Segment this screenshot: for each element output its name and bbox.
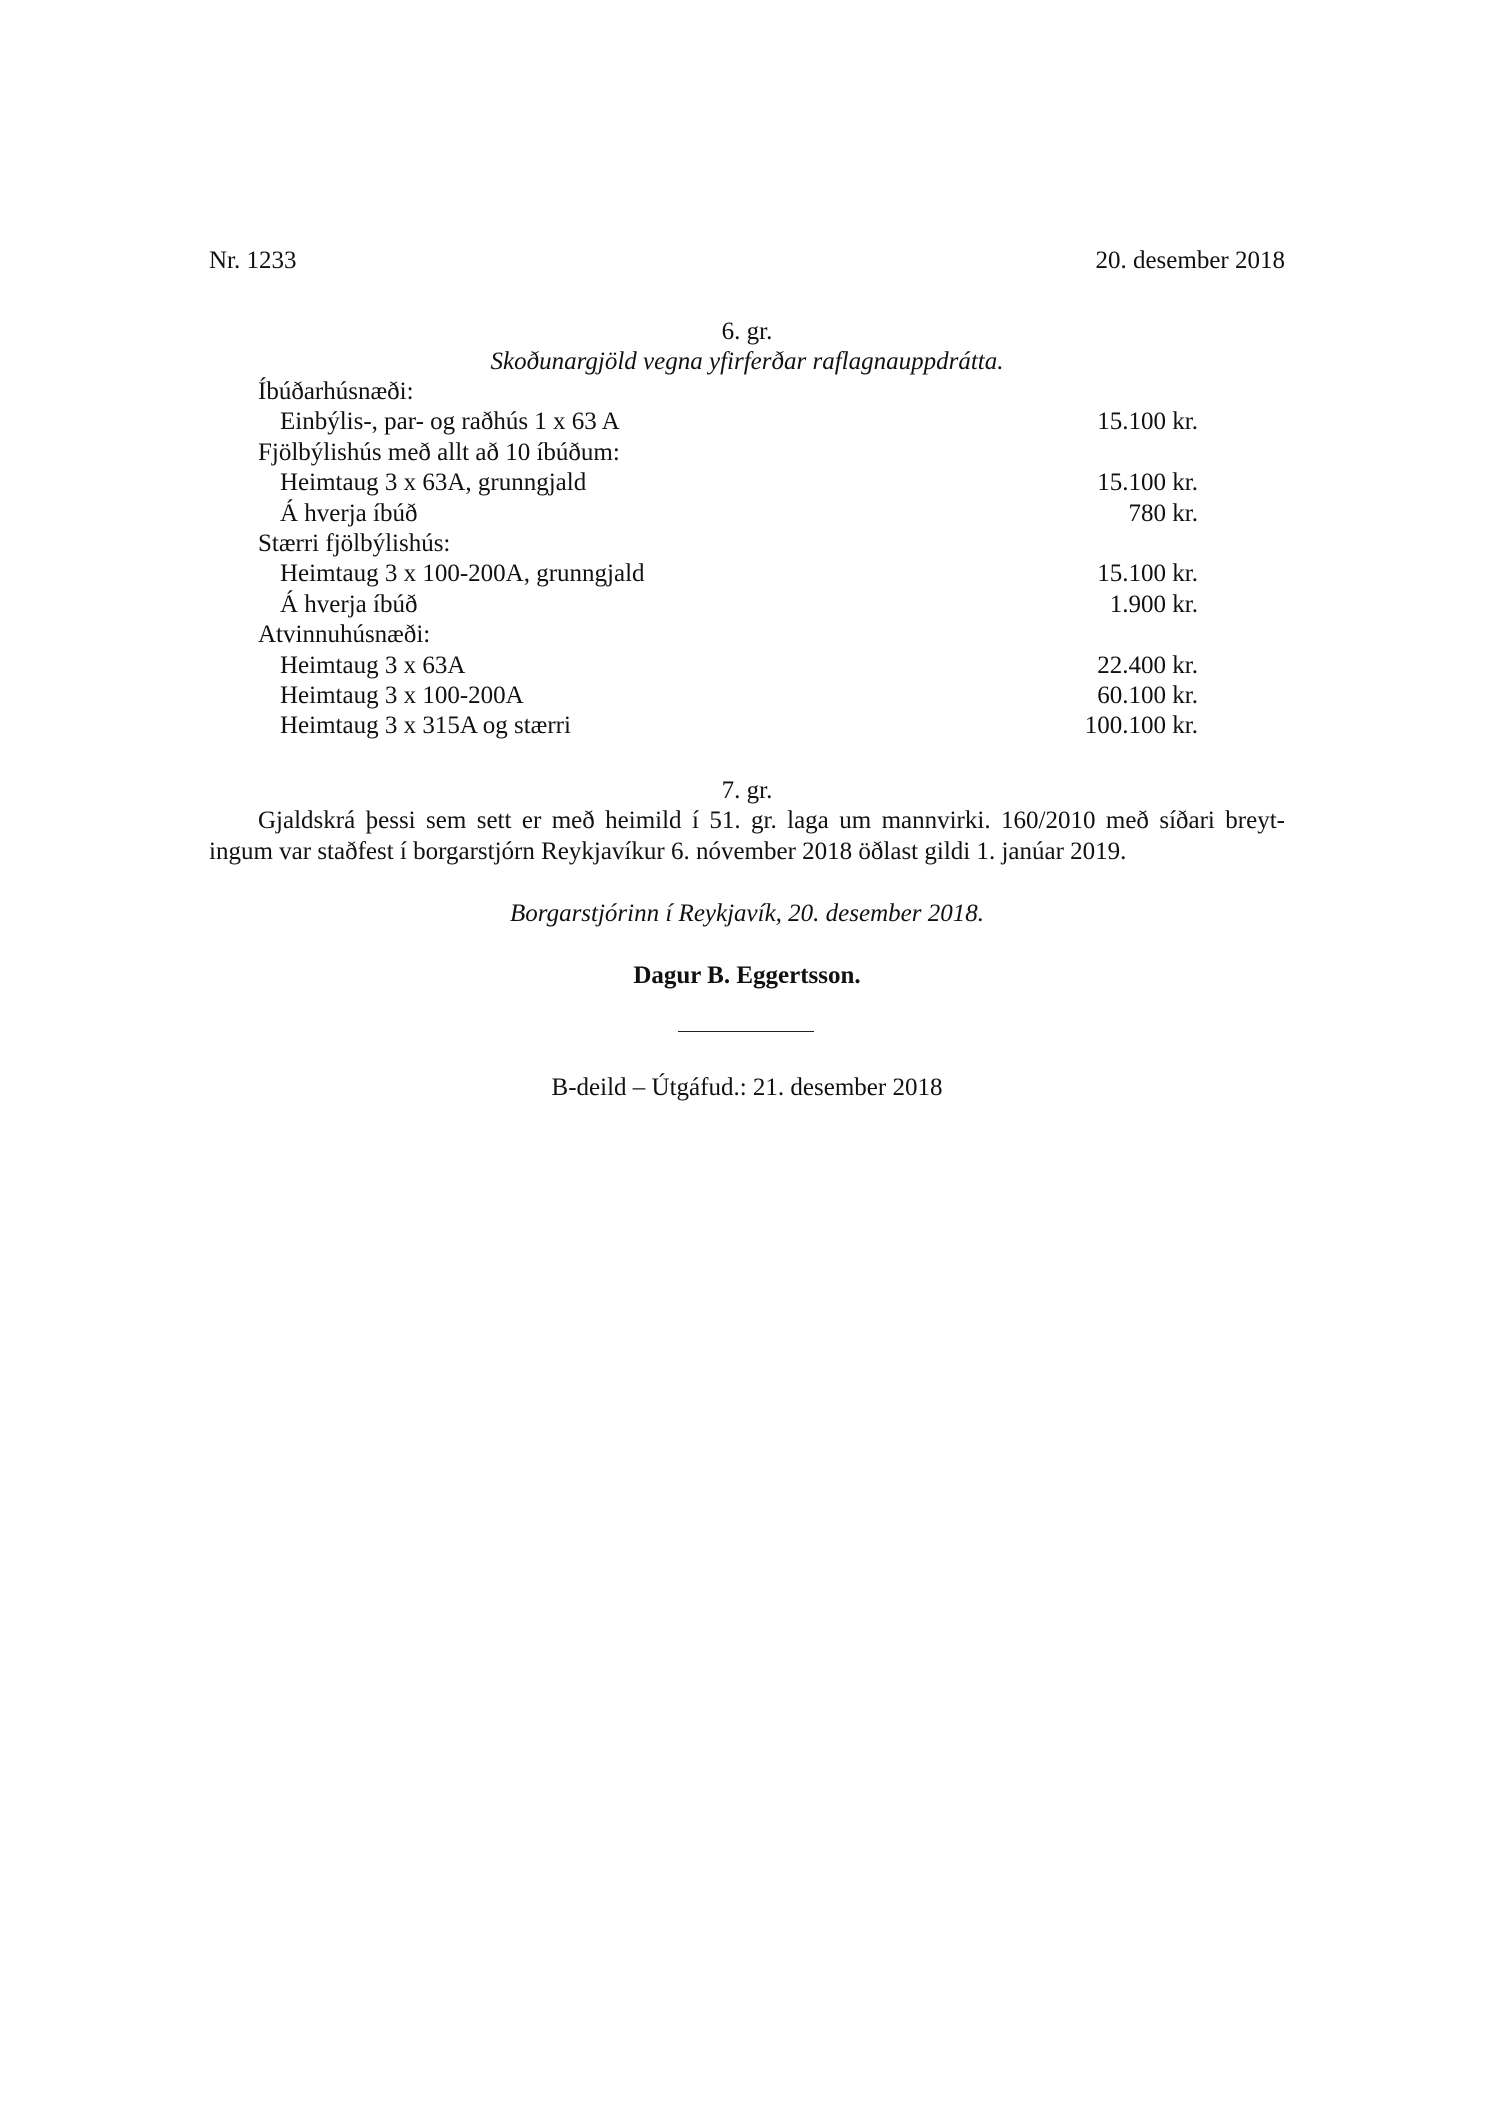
fee-item-row — [258, 407, 1198, 437]
fee-category-row — [258, 438, 1198, 468]
fee-item-row — [258, 651, 1198, 681]
fee-item-label: Einbýlis-, par- og raðhús 1 x 63 A — [280, 408, 620, 436]
fee-item-label: Á hverja íbúð — [280, 499, 418, 527]
signatory-name: Dagur B. Eggertsson. — [633, 962, 861, 989]
fee-category-row — [258, 377, 1198, 407]
paragraph-line: ingum var staðfest í borgarstjórn Reykjavíkur 6. nóvember 2018 öðlast gildi 1. janúar 2019. — [209, 837, 1127, 865]
fee-item-label: Heimtaug 3 x 100-200A — [280, 681, 524, 709]
fee-item-row — [258, 590, 1198, 620]
fee-category-row — [258, 620, 1198, 650]
fee-category-label: Atvinnuhúsnæði: — [258, 621, 431, 649]
fee-item-label: Heimtaug 3 x 63A — [280, 651, 466, 679]
section-6-heading: 6. gr. — [721, 318, 773, 345]
fee-item-row — [258, 559, 1198, 589]
section-6-subtitle: Skoðunargjöld vegna yfirferðar raflagnauppdrátta. — [490, 348, 1004, 375]
fee-item-row — [258, 681, 1198, 711]
fee-amount: 15.100 kr. — [1097, 408, 1198, 436]
fee-amount: 22.400 kr. — [1097, 651, 1198, 679]
section-7-paragraph — [209, 806, 1285, 867]
fee-item-label: Heimtaug 3 x 315A og stærri — [280, 712, 571, 740]
fee-amount: 100.100 kr. — [1084, 712, 1198, 740]
fee-category-row — [258, 529, 1198, 559]
fee-amount: 1.900 kr. — [1109, 590, 1198, 618]
section-7-heading: 7. gr. — [721, 777, 773, 804]
regulation-number: Nr. 1233 — [209, 247, 297, 274]
fee-table — [258, 377, 1198, 742]
fee-category-label: Stærri fjölbýlishús: — [258, 529, 451, 557]
fee-item-label: Á hverja íbúð — [280, 590, 418, 618]
fee-amount: 15.100 kr. — [1097, 469, 1198, 497]
separator-rule — [678, 1031, 814, 1032]
fee-amount: 15.100 kr. — [1097, 560, 1198, 588]
fee-amount: 780 kr. — [1128, 499, 1198, 527]
fee-item-row — [258, 468, 1198, 498]
signature-place-date: Borgarstjórinn í Reykjavík, 20. desember 2018. — [510, 900, 984, 927]
fee-item-row — [258, 711, 1198, 741]
paragraph-line: Gjaldskrá þessi sem sett er með heimild í 51. gr. laga um mannvirki. 160/2010 með síðari breyt- — [258, 807, 1285, 834]
publication-footer: B-deild – Útgáfud.: 21. desember 2018 — [551, 1074, 943, 1101]
fee-item-label: Heimtaug 3 x 63A, grunngjald — [280, 469, 587, 497]
fee-category-label: Íbúðarhúsnæði: — [258, 378, 414, 405]
header-date: 20. desember 2018 — [1095, 247, 1285, 274]
fee-item-label: Heimtaug 3 x 100-200A, grunngjald — [280, 560, 645, 588]
fee-item-row — [258, 499, 1198, 529]
fee-amount: 60.100 kr. — [1097, 681, 1198, 709]
fee-category-label: Fjölbýlishús með allt að 10 íbúðum: — [258, 438, 620, 466]
